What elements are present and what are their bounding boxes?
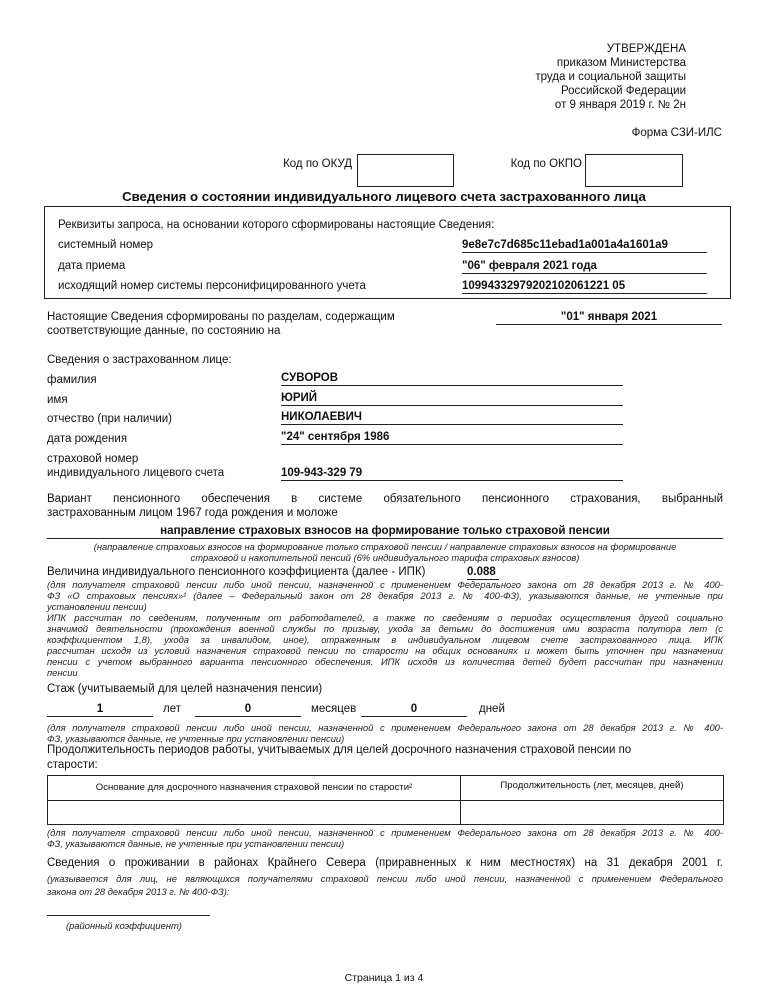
table-row <box>48 801 724 825</box>
person-label-name: имя <box>47 394 68 406</box>
early-heading-2: старости: <box>47 759 98 771</box>
ipk-note-line: (для получателя страховой пенсии либо иной пенсии, назначенной с применением Федерального закона от 28 декабря 2013 г. № 400- <box>47 579 723 590</box>
request-value-receipt-date: "06" февраля 2021 года <box>462 259 707 274</box>
stazh-days-value: 0 <box>361 702 467 717</box>
pension-note-2: страховой и накопительной пенсий (6% индивидуального тарифа страховых взносов) <box>190 552 580 563</box>
stazh-heading: Стаж (учитываемый для целей назначения пенсии) <box>47 683 323 695</box>
stazh-note-2: ФЗ, указываются данные, не учтенные при установлении пенсии) <box>47 733 345 744</box>
early-note-2: ФЗ, указываются данные, не учтенные при установлении пенсии) <box>47 838 345 849</box>
approval-line: УТВЕРЖДЕНА <box>606 43 686 55</box>
table-header-row <box>48 776 724 801</box>
pension-line-1: Вариант пенсионного обеспечения в системе обязательного пенсионного страхования, выбранный <box>47 493 723 505</box>
okud-label: Код по ОКУД <box>283 158 352 170</box>
stazh-note-1: (для получателя страховой пенсии либо иной пенсии, назначенной с применением Федерального закона от 28 декабря 2013 г. № 400- <box>47 722 723 733</box>
person-label-birth-date: дата рождения <box>47 433 128 445</box>
person-value-name: ЮРИЙ <box>281 391 623 406</box>
request-label-outgoing-number: исходящий номер системы персонифицированного учета <box>58 280 366 292</box>
person-value-patronymic: НИКОЛАЕВИЧ <box>281 410 623 425</box>
person-label-surname: фамилия <box>47 374 97 386</box>
approval-block <box>446 42 686 112</box>
stazh-months-label: месяцев <box>311 703 357 715</box>
approval-line: Российской Федерации <box>560 85 686 97</box>
person-value-birth-date: "24" сентября 1986 <box>281 430 623 445</box>
ipk-note-line: пенсии с учетом выбранного варианта пенсионного обеспечения. ИПК исходя из количества детей будет рассчитан при назначении <box>47 656 723 667</box>
document-title: Сведения о состоянии индивидуального лицевого счета застрахованного лица <box>122 189 646 204</box>
ipk-value: 0.088 <box>467 565 499 580</box>
request-value-outgoing-number: 10994332979202102061221 05 <box>462 279 707 294</box>
request-label-system-number: системный номер <box>58 239 154 251</box>
ipk-note <box>47 579 723 678</box>
formed-as-of-date: "01" января 2021 <box>496 310 722 325</box>
stazh-days-label: дней <box>479 703 505 715</box>
regional-coefficient-label: (районный коэффициент) <box>66 920 182 931</box>
table-cell-duration <box>461 801 724 825</box>
ipk-note-line: установлении пенсии) <box>47 601 147 612</box>
person-label-snils-1: страховой номер <box>47 453 139 465</box>
ipk-note-line: ФЗ «О страховых пенсиях»¹ (далее – Федеральный закон от 28 декабря 2013 г. № 400-ФЗ), указываются данные, не учтенные при <box>47 590 723 601</box>
approval-line: приказом Министерства <box>556 57 686 69</box>
stazh-years-label: лет <box>163 703 181 715</box>
approval-line: труда и социальной защиты <box>535 71 686 83</box>
request-heading: Реквизиты запроса, на основании которого сформированы настоящие Сведения: <box>58 219 495 231</box>
person-value-snils: 109-943-329 79 <box>281 466 623 481</box>
ipk-note-line: значимой деятельности (прохождения военной службы по призыву, ухода за детьми до достижения ими возраста полутора лет (с <box>47 623 723 634</box>
table-header-basis: Основание для досрочного назначения страховой пенсии по старости² <box>48 776 461 801</box>
regional-coefficient-line <box>47 915 210 916</box>
form-label: Форма СЗИ-ИЛС <box>631 127 722 139</box>
ipk-label: Величина индивидуального пенсионного коэффициента (далее - ИПК) <box>47 566 426 578</box>
person-heading: Сведения о застрахованном лице: <box>47 354 232 366</box>
north-note-2: закона от 28 декабря 2013 г. № 400-ФЗ): <box>47 886 230 897</box>
approval-line: от 9 января 2019 г. № 2н <box>554 99 686 111</box>
table-header-duration: Продолжительность (лет, месяцев, дней) <box>461 776 724 801</box>
pension-line-2: застрахованным лицом 1967 года рождения и моложе <box>47 507 338 519</box>
request-label-receipt-date: дата приема <box>58 260 126 272</box>
north-heading: Сведения о проживании в районах Крайнего Севера (приравненных к ним местностях) на 31 декабря 2001 г. <box>47 857 723 869</box>
pension-choice: направление страховых взносов на формирование только страховой пенсии <box>47 524 723 539</box>
formed-line-1: Настоящие Сведения сформированы по разделам, содержащим <box>47 311 395 323</box>
stazh-years-value: 1 <box>47 702 153 717</box>
pension-note-1: (направление страховых взносов на формирование только страховой пенсии / направление страховых взносов на формирование <box>93 541 677 552</box>
ipk-note-line: коэффициентом 1,8), ухода за инвалидом, иное), отраженным в индивидуальном лицевом счете застрахованного лица. ИПК <box>47 634 723 645</box>
stazh-months-value: 0 <box>195 702 301 717</box>
formed-line-2: соответствующие данные, по состоянию на <box>47 325 281 337</box>
person-value-surname: СУВОРОВ <box>281 371 623 386</box>
ipk-note-line: пенсии <box>47 667 78 678</box>
person-label-snils-2: индивидуального лицевого счета <box>47 467 225 479</box>
ipk-note-line: ИПК рассчитан по сведениям, полученным от работодателей, а также по сведениям о периодах осуществления другой социально <box>47 612 723 623</box>
table-cell-basis <box>48 801 461 825</box>
okpo-label: Код по ОКПО <box>510 158 582 170</box>
person-label-patronymic: отчество (при наличии) <box>47 413 173 425</box>
ipk-note-line: рассчитан исходя из условий назначения страховой пенсии по старости на общих основаниях и может быть уточнен при назначении <box>47 645 723 656</box>
page-number: Страница 1 из 4 <box>344 972 424 984</box>
request-value-system-number: 9e8e7c7d685c11ebad1a001a4a1601a9 <box>462 238 707 253</box>
north-note-1: (указывается для лиц, не являющихся получателями страховой пенсии либо иной пенсии, назначенной с применением Федерального <box>47 873 723 884</box>
early-heading-1: Продолжительность периодов работы, учитываемых для целей досрочного назначения страховой пенсии по <box>47 744 632 756</box>
early-note-1: (для получателя страховой пенсии либо иной пенсии, назначенной с применением Федерального закона от 28 декабря 2013 г. № 400- <box>47 827 723 838</box>
early-periods-table <box>47 775 724 825</box>
okpo-code-box <box>585 154 683 187</box>
